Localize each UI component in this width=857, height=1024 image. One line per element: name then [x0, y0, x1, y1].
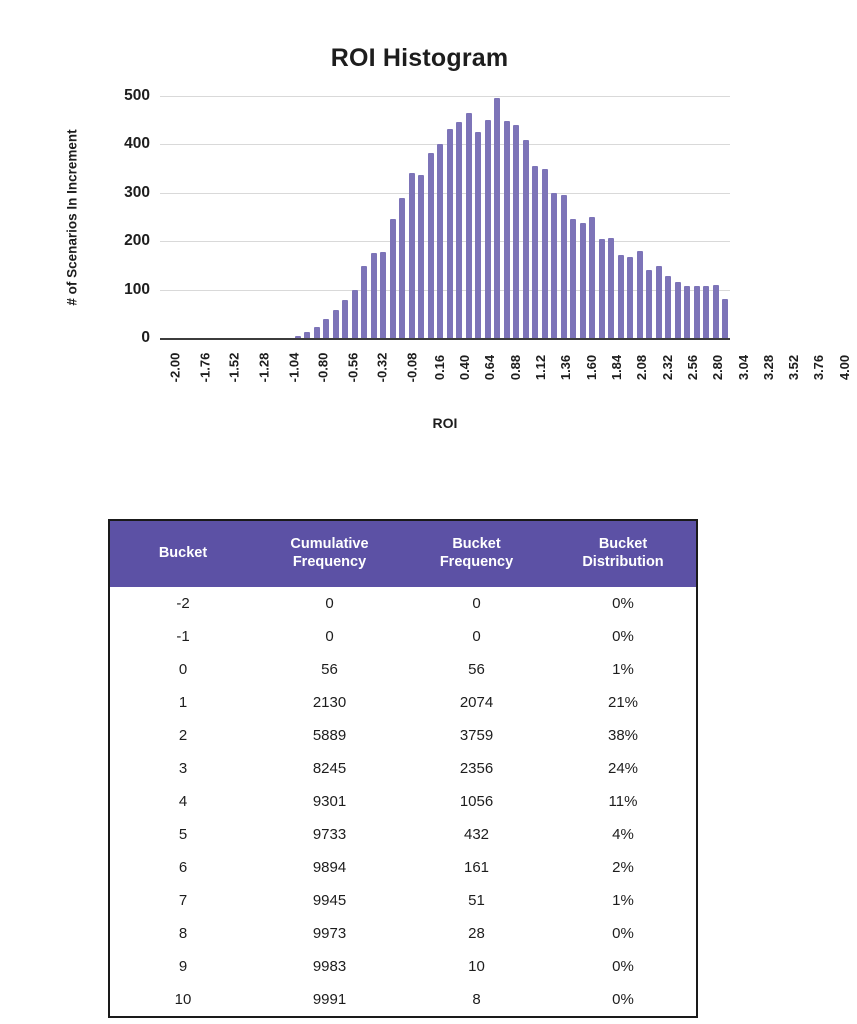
histogram-bar [390, 219, 396, 338]
histogram-bar-slot [683, 96, 693, 338]
histogram-bar-slot [417, 96, 427, 338]
table-row [109, 686, 697, 719]
table-column-header[interactable] [550, 520, 697, 587]
histogram-bar [627, 257, 633, 338]
table-row [109, 785, 697, 818]
table-cell-cumulative-frequency: 56 [256, 653, 403, 686]
histogram-bar-slot [702, 96, 712, 338]
table-cell-bucket: 10 [109, 983, 256, 1017]
histogram-bar [352, 290, 358, 338]
x-axis-tick-slot [731, 340, 756, 400]
table-column-header-line: Bucket [158, 545, 208, 562]
x-axis-tick-slot [477, 340, 502, 400]
x-axis-tick-label: 3.28 [760, 354, 776, 381]
x-axis-tick-slot [397, 340, 427, 400]
histogram-bar [418, 175, 424, 338]
histogram-bar-slot [512, 96, 522, 338]
x-axis-tick-label: -1.52 [226, 352, 242, 383]
table-header [109, 520, 697, 587]
histogram-bar [456, 122, 462, 338]
histogram-bar-slot [350, 96, 360, 338]
table-column-header-line: Frequency [292, 554, 367, 571]
histogram-bar-slot [569, 96, 579, 338]
table-column-header[interactable] [256, 520, 403, 587]
table-cell-bucket-distribution: 2% [550, 851, 697, 884]
histogram-bar-slot [274, 96, 284, 338]
y-axis-title-label: # of Scenarios In Increment [64, 128, 80, 306]
table-cell-cumulative-frequency: 0 [256, 587, 403, 620]
histogram-bar [380, 252, 386, 338]
table-cell-bucket-distribution: 4% [550, 818, 697, 851]
table-cell-bucket-frequency: 8 [403, 983, 550, 1017]
histogram-bar [466, 113, 472, 338]
x-axis-tick-slot [249, 340, 279, 400]
histogram-bar [504, 121, 510, 338]
table-cell-bucket-frequency: 2074 [403, 686, 550, 719]
x-axis-tick-label: 2.80 [710, 354, 726, 381]
bucket-summary-section [108, 519, 698, 1018]
table-cell-bucket: 6 [109, 851, 256, 884]
histogram-bar [314, 327, 320, 338]
table-column-header-line: Distribution [582, 554, 664, 571]
x-axis-tick-label: -0.32 [374, 352, 390, 383]
x-axis-tick-label: 0.64 [482, 354, 498, 381]
x-axis-tick-label: 4.00 [836, 354, 852, 381]
table-row [109, 950, 697, 983]
x-axis-tick-label: 2.56 [685, 354, 701, 381]
table-column-header[interactable] [403, 520, 550, 587]
histogram-bar-slot [189, 96, 199, 338]
histogram-bar-slot [170, 96, 180, 338]
histogram-bar [646, 270, 652, 338]
x-axis-tick-slot [219, 340, 249, 400]
table-cell-bucket-frequency: 3759 [403, 719, 550, 752]
histogram-bar-slot [673, 96, 683, 338]
x-axis-tick-slot [190, 340, 220, 400]
histogram-bar [304, 332, 310, 338]
histogram-bar-slot [540, 96, 550, 338]
histogram-bar-slot [664, 96, 674, 338]
histogram-bar [665, 276, 671, 338]
table-cell-bucket-distribution: 24% [550, 752, 697, 785]
histogram-bar-slot [341, 96, 351, 338]
table-cell-bucket-distribution: 0% [550, 950, 697, 983]
histogram-bar-slot [312, 96, 322, 338]
table-row [109, 620, 697, 653]
x-axis-tick-label: 1.60 [583, 354, 599, 381]
table-cell-bucket: 5 [109, 818, 256, 851]
histogram-bar [637, 251, 643, 338]
table-row [109, 884, 697, 917]
histogram-bar-slot [474, 96, 484, 338]
histogram-bar-slot [284, 96, 294, 338]
table-cell-cumulative-frequency: 9301 [256, 785, 403, 818]
plot-area [124, 87, 730, 346]
table-cell-bucket: -2 [109, 587, 256, 620]
x-axis-tick-label: -0.56 [345, 352, 361, 383]
histogram-bar-slot [597, 96, 607, 338]
histogram-bar [342, 300, 348, 338]
table-row [109, 917, 697, 950]
table-body [109, 587, 697, 1017]
histogram-bar [447, 129, 453, 338]
table-cell-bucket-distribution: 1% [550, 884, 697, 917]
histogram-bar-slot [550, 96, 560, 338]
histogram-bar-slot [255, 96, 265, 338]
y-axis-tick-label: 500 [124, 87, 150, 104]
table-cell-bucket: 1 [109, 686, 256, 719]
histogram-bars [160, 96, 730, 338]
histogram-bar [409, 173, 415, 338]
y-axis-tick-label: 200 [124, 232, 150, 250]
x-axis-tick-slot [553, 340, 578, 400]
histogram-bar-slot [711, 96, 721, 338]
y-axis-title [62, 96, 82, 338]
y-axis-tick-label: 100 [124, 280, 150, 298]
x-axis-tick-slot [756, 340, 781, 400]
histogram-bar-slot [398, 96, 408, 338]
table-cell-bucket: -1 [109, 620, 256, 653]
histogram-bar-slot [236, 96, 246, 338]
x-axis-tick-slot [367, 340, 397, 400]
histogram-bar [551, 193, 557, 338]
table-cell-bucket-frequency: 0 [403, 587, 550, 620]
histogram-bar-slot [265, 96, 275, 338]
table-cell-bucket-frequency: 28 [403, 917, 550, 950]
histogram-bar [295, 336, 301, 338]
histogram-bar-slot [654, 96, 664, 338]
x-axis-tick-slot [629, 340, 654, 400]
x-axis-tick-label: 3.52 [786, 354, 802, 381]
x-axis-tick-slot [655, 340, 680, 400]
x-axis-tick-label: 0.40 [457, 354, 473, 381]
histogram-bar-slot [322, 96, 332, 338]
table-cell-bucket-distribution: 0% [550, 917, 697, 950]
x-axis-tick-slot [680, 340, 705, 400]
histogram-bar-slot [369, 96, 379, 338]
histogram-bar-slot [179, 96, 189, 338]
chart-title: ROI Histogram [330, 44, 509, 72]
histogram-bar [589, 217, 595, 338]
x-axis-tick-label: 3.04 [735, 354, 751, 381]
x-axis-tick-slot [705, 340, 730, 400]
table-cell-bucket: 9 [109, 950, 256, 983]
x-axis-tick-label: -2.00 [167, 352, 183, 383]
y-axis-tick-label: 400 [124, 135, 150, 153]
histogram-bar [361, 266, 367, 338]
histogram-bar-slot [426, 96, 436, 338]
histogram-bar-slot [246, 96, 256, 338]
table-cell-bucket-distribution: 0% [550, 620, 697, 653]
x-axis-tick-label: -1.76 [196, 352, 212, 383]
table-cell-cumulative-frequency: 9973 [256, 917, 403, 950]
histogram-bar [580, 223, 586, 338]
x-axis-tick-slot [452, 340, 477, 400]
histogram-bar [570, 219, 576, 338]
x-axis-title: ROI [432, 415, 458, 431]
histogram-bar-slot [588, 96, 598, 338]
y-axis-tick-label: 300 [124, 183, 150, 201]
bucket-summary-table [108, 519, 698, 1018]
roi-histogram-chart [0, 0, 852, 470]
x-axis-tick-slot [604, 340, 629, 400]
x-axis-tick-label: 2.32 [659, 354, 675, 381]
plot-wrapper [124, 87, 730, 346]
table-column-header-line: Bucket [452, 536, 501, 552]
histogram-bar-slot [455, 96, 465, 338]
table-cell-cumulative-frequency: 9894 [256, 851, 403, 884]
x-axis-tick-slot [503, 340, 528, 400]
histogram-bar [437, 144, 443, 338]
table-cell-cumulative-frequency: 0 [256, 620, 403, 653]
histogram-bar-slot [721, 96, 731, 338]
table-cell-bucket-distribution: 11% [550, 785, 697, 818]
histogram-bar-slot [464, 96, 474, 338]
table-cell-bucket: 4 [109, 785, 256, 818]
x-axis-tick-slot [832, 340, 857, 400]
x-axis-tick-label: 2.08 [634, 354, 650, 381]
histogram-bar-slot [483, 96, 493, 338]
histogram-bar [675, 282, 681, 338]
histogram-bar-slot [607, 96, 617, 338]
table-cell-cumulative-frequency: 9991 [256, 983, 403, 1017]
histogram-bar-slot [445, 96, 455, 338]
histogram-bar-slot [502, 96, 512, 338]
table-cell-cumulative-frequency: 5889 [256, 719, 403, 752]
histogram-bar-slot [578, 96, 588, 338]
histogram-bar [703, 286, 709, 338]
x-axis-tick-slot [338, 340, 368, 400]
histogram-bar-slot [198, 96, 208, 338]
table-cell-cumulative-frequency: 9733 [256, 818, 403, 851]
histogram-bar [333, 310, 339, 338]
x-axis-tick-slot [528, 340, 553, 400]
table-cell-cumulative-frequency: 9983 [256, 950, 403, 983]
histogram-bar-slot [692, 96, 702, 338]
table-cell-bucket-frequency: 56 [403, 653, 550, 686]
table-cell-bucket-frequency: 10 [403, 950, 550, 983]
histogram-bar [475, 132, 481, 338]
x-axis-tick-slot [308, 340, 338, 400]
table-cell-cumulative-frequency: 2130 [256, 686, 403, 719]
histogram-bar [599, 239, 605, 338]
table-column-header-line: Frequency [439, 554, 514, 571]
histogram-bar [399, 198, 405, 338]
histogram-bar-slot [626, 96, 636, 338]
histogram-bar [608, 238, 614, 338]
table-cell-bucket-frequency: 51 [403, 884, 550, 917]
table-row [109, 719, 697, 752]
table-row [109, 653, 697, 686]
table-cell-bucket-distribution: 0% [550, 587, 697, 620]
table-cell-bucket-distribution: 1% [550, 653, 697, 686]
histogram-bar [656, 266, 662, 338]
table-cell-bucket-frequency: 0 [403, 620, 550, 653]
x-axis-tick-label: 1.36 [558, 354, 574, 381]
table-row [109, 851, 697, 884]
histogram-bar-slot [645, 96, 655, 338]
table-cell-bucket: 8 [109, 917, 256, 950]
histogram-bar-slot [493, 96, 503, 338]
histogram-bar [494, 98, 500, 338]
histogram-bar [513, 125, 519, 338]
table-header-row [109, 520, 697, 587]
histogram-bar [713, 285, 719, 338]
table-cell-bucket-frequency: 432 [403, 818, 550, 851]
histogram-bar-slot [379, 96, 389, 338]
histogram-bar-slot [531, 96, 541, 338]
histogram-bar-slot [388, 96, 398, 338]
table-cell-cumulative-frequency: 9945 [256, 884, 403, 917]
histogram-bar [523, 140, 529, 338]
histogram-bar-slot [331, 96, 341, 338]
table-column-header[interactable] [109, 520, 256, 587]
x-axis-tick-slot [279, 340, 309, 400]
x-axis-tick-slot [806, 340, 831, 400]
histogram-bar [371, 253, 377, 338]
x-axis-tick-slot [160, 340, 190, 400]
histogram-bar [532, 166, 538, 338]
histogram-bar-slot [559, 96, 569, 338]
x-axis-tick-label: 1.84 [609, 354, 625, 381]
x-axis-tick-label: -0.08 [404, 352, 420, 383]
histogram-bar-slot [160, 96, 170, 338]
histogram-bar [618, 255, 624, 338]
table-column-header-line: Cumulative [290, 536, 369, 552]
histogram-bar-slot [217, 96, 227, 338]
histogram-bar [722, 299, 728, 338]
table-cell-bucket: 0 [109, 653, 256, 686]
table-cell-bucket: 3 [109, 752, 256, 785]
x-axis-tick-label: 1.12 [533, 354, 549, 381]
table-row [109, 587, 697, 620]
table-cell-bucket-frequency: 2356 [403, 752, 550, 785]
histogram-bar [323, 319, 329, 338]
histogram-bar [561, 195, 567, 338]
table-cell-bucket-distribution: 0% [550, 983, 697, 1017]
x-axis-tick-label: -0.80 [315, 352, 331, 383]
table-row [109, 983, 697, 1017]
histogram-bar-slot [407, 96, 417, 338]
table-row [109, 752, 697, 785]
y-axis-tick-label: 0 [141, 329, 150, 346]
histogram-bar [485, 120, 491, 338]
histogram-bar [542, 169, 548, 338]
histogram-bar-slot [208, 96, 218, 338]
x-axis-tick-label: -1.04 [285, 352, 301, 383]
histogram-bar-slot [227, 96, 237, 338]
table-cell-bucket: 7 [109, 884, 256, 917]
histogram-bar [694, 286, 700, 338]
table-column-header-line: Bucket [598, 536, 648, 552]
histogram-bar [428, 153, 434, 338]
table-cell-bucket-frequency: 1056 [403, 785, 550, 818]
table-cell-cumulative-frequency: 8245 [256, 752, 403, 785]
table-cell-bucket-frequency: 161 [403, 851, 550, 884]
x-axis-tick-slot [427, 340, 452, 400]
x-axis-tick-labels [160, 340, 852, 400]
histogram-bar-slot [303, 96, 313, 338]
x-axis-tick-label: -1.28 [256, 352, 272, 383]
histogram-bar [684, 286, 690, 338]
x-axis-tick-label: 0.88 [507, 354, 523, 381]
table-row [109, 818, 697, 851]
x-axis-tick-slot [781, 340, 806, 400]
histogram-bar-slot [635, 96, 645, 338]
table-cell-bucket: 2 [109, 719, 256, 752]
x-axis-tick-label: 3.76 [811, 354, 827, 381]
table-cell-bucket-distribution: 21% [550, 686, 697, 719]
histogram-bar-slot [360, 96, 370, 338]
histogram-bar-slot [616, 96, 626, 338]
histogram-bar-slot [436, 96, 446, 338]
histogram-bar-slot [521, 96, 531, 338]
x-axis-tick-slot [579, 340, 604, 400]
table-cell-bucket-distribution: 38% [550, 719, 697, 752]
histogram-bar-slot [293, 96, 303, 338]
x-axis-tick-label: 0.16 [431, 354, 447, 381]
